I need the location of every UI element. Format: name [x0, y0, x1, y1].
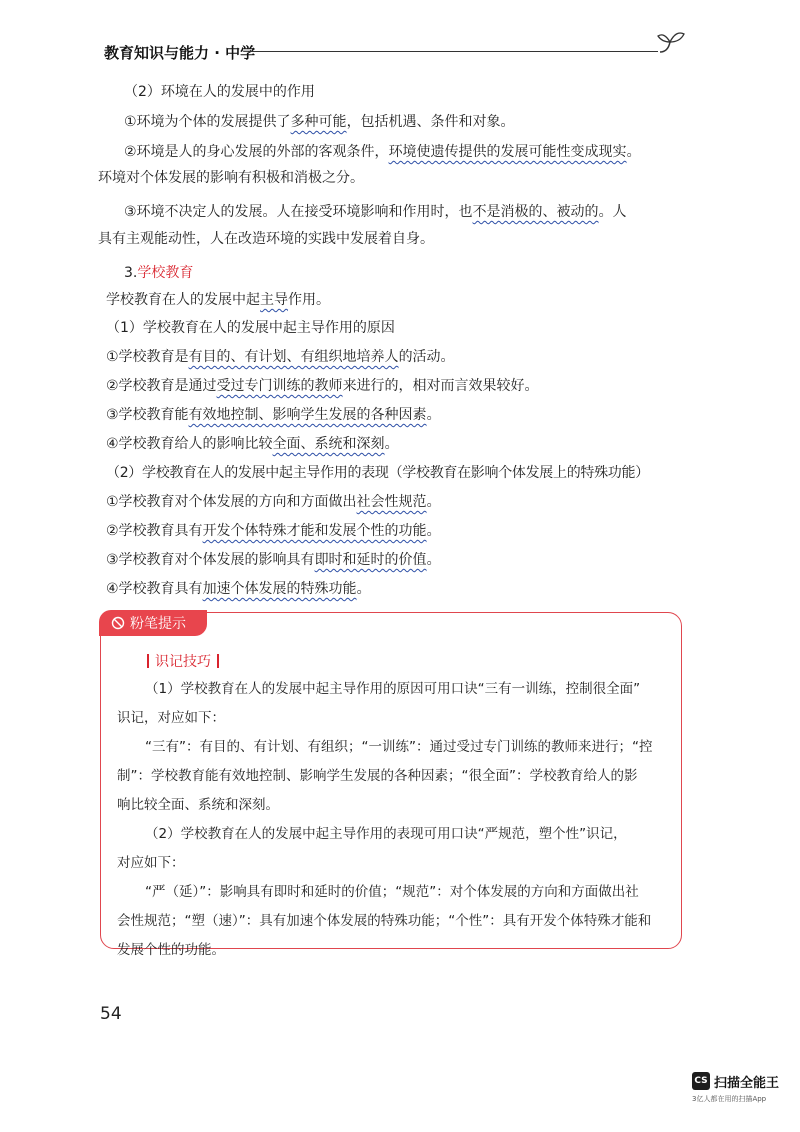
- manifestation-3: ③学校教育对个体发展的影响具有即时和延时的价值。: [106, 552, 441, 568]
- reason-3: ③学校教育能有效地控制、影响学生发展的各种因素。: [106, 407, 441, 423]
- scanner-name: 扫描全能王: [714, 1076, 780, 1091]
- sprout-icon: [656, 28, 686, 60]
- paragraph-env-2-cont: 环境对个体发展的影响有积极和消极之分。: [98, 170, 364, 186]
- manifestation-2: ②学校教育具有开发个体特殊才能和发展个性的功能。: [106, 523, 441, 539]
- subheading-reasons: （1）学校教育在人的发展中起主导作用的原因: [106, 320, 395, 336]
- tip-paragraph-1: （1）学校教育在人的发展中起主导作用的原因可用口诀“三有一训练，控制很全面”: [145, 681, 641, 697]
- tip-paragraph-2: “三有”：有目的、有计划、有组织；“一训练”：通过受过专门训练的教师来进行；“控: [145, 739, 653, 755]
- tip-paragraph-2-end: 响比较全面、系统和深刻。: [117, 797, 279, 813]
- section-heading-environment: （2）环境在人的发展中的作用: [124, 84, 315, 100]
- tip-tab-label: 粉笔提示: [130, 616, 186, 632]
- section-heading-school: 3.学校教育: [124, 265, 194, 281]
- reason-2: ②学校教育是通过受过专门训练的教师来进行的，相对而言效果较好。: [106, 378, 539, 394]
- main-content: [98, 82, 698, 599]
- tip-paragraph-4-cont: 会性规范；“塑（速）”：具有加速个体发展的特殊功能；“个性”：具有开发个体特殊才能和: [117, 913, 652, 929]
- tip-paragraph-4-end: 发展个性的功能。: [117, 942, 225, 958]
- paragraph-env-3: ③环境不决定人的发展。人在接受环境影响和作用时，也不是消极的、被动的。人: [124, 204, 627, 220]
- manifestation-4: ④学校教育具有加速个体发展的特殊功能。: [106, 581, 371, 597]
- header-title: 教育知识与能力 · 中学: [104, 44, 256, 62]
- reason-4: ④学校教育给人的影响比较全面、系统和深刻。: [106, 436, 399, 452]
- tip-paragraph-2-cont: 制”：学校教育能有效地控制、影响学生发展的各种因素；“很全面”：学校教育给人的影: [117, 768, 638, 784]
- tip-box: [100, 612, 682, 958]
- paragraph-env-3-cont: 具有主观能动性，人在改造环境的实践中发展着自身。: [98, 231, 434, 247]
- tip-paragraph-4: “严（延）”：影响具有即时和延时的价值；“规范”：对个体发展的方向和方面做出社: [145, 884, 639, 900]
- scanner-tagline: 3亿人都在用的扫描App: [692, 1095, 767, 1103]
- paragraph-school-intro: 学校教育在人的发展中起主导作用。: [106, 292, 330, 308]
- scanner-logo-icon: CS: [692, 1072, 710, 1090]
- tip-paragraph-3: （2）学校教育在人的发展中起主导作用的表现可用口诀“严规范，塑个性”识记，: [145, 826, 627, 842]
- tip-paragraph-1-cont: 识记，对应如下：: [117, 710, 225, 726]
- paragraph-env-2: ②环境是人的身心发展的外部的客观条件，环境使遗传提供的发展可能性变成现实。: [124, 144, 641, 160]
- manifestation-1: ①学校教育对个体发展的方向和方面做出社会性规范。: [106, 494, 441, 510]
- header-rule: [248, 51, 658, 52]
- chalk-icon: [111, 616, 125, 630]
- page-number: 54: [100, 1004, 122, 1024]
- tip-paragraph-3-cont: 对应如下：: [117, 855, 185, 871]
- running-header: [96, 36, 696, 70]
- reason-1: ①学校教育是有目的、有计划、有组织地培养人的活动。: [106, 349, 455, 365]
- paragraph-env-1: ①环境为个体的发展提供了多种可能，包括机遇、条件和对象。: [124, 114, 515, 130]
- scanner-watermark: [692, 1072, 792, 1114]
- tip-body: [117, 675, 667, 965]
- tip-subtitle: 识记技巧: [141, 651, 225, 671]
- subheading-manifestations: （2）学校教育在人的发展中起主导作用的表现（学校教育在影响个体发展上的特殊功能）: [106, 465, 649, 481]
- tip-tab: [99, 610, 207, 636]
